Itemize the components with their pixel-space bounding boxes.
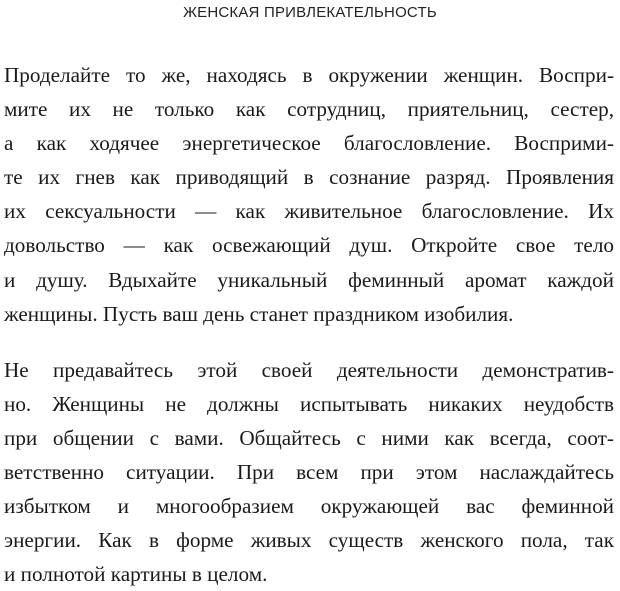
paragraph-1 (4, 58, 614, 331)
text-line: мите их не только как сотрудниц, приятельниц, сестер, (4, 97, 614, 122)
text-line: энергии. Как в форме живых существ женского пола, так (4, 528, 614, 553)
text-line: избытком и многообразием окружающей вас феминной (4, 494, 614, 519)
text-line: при общении с вами. Общайтесь с ними как всегда, соот- (4, 425, 614, 450)
running-head-title: ЖЕНСКАЯ ПРИВЛЕКАТЕЛЬНОСТЬ (183, 4, 437, 21)
text-line: и полнотой картины в целом. (4, 562, 268, 587)
text-line: те их гнев как приводящий в сознание разряд. Проявления (4, 165, 614, 190)
text-line: но. Женщины не должны испытывать никаких неудобств (4, 391, 614, 416)
text-line: довольство — как освежающий душ. Откройте свое тело (4, 233, 614, 258)
text-line: и душу. Вдыхайте уникальный феминный аромат каждой (4, 267, 614, 292)
text-line: их сексуальности — как живительное благословление. Их (4, 199, 614, 224)
text-line: Не предавайтесь этой своей деятельности демонстратив- (4, 357, 614, 382)
paragraph-2 (4, 353, 614, 591)
text-line: ветственно ситуации. При всем при этом наслаждайтесь (4, 460, 614, 485)
page-body (4, 58, 614, 591)
text-line: женщины. Пусть ваш день станет праздником изобилия. (4, 301, 514, 326)
text-line: а как ходячее энергетическое благословление. Восприми- (4, 131, 614, 156)
text-line: Проделайте то же, находясь в окружении женщин. Воспри- (4, 63, 614, 87)
